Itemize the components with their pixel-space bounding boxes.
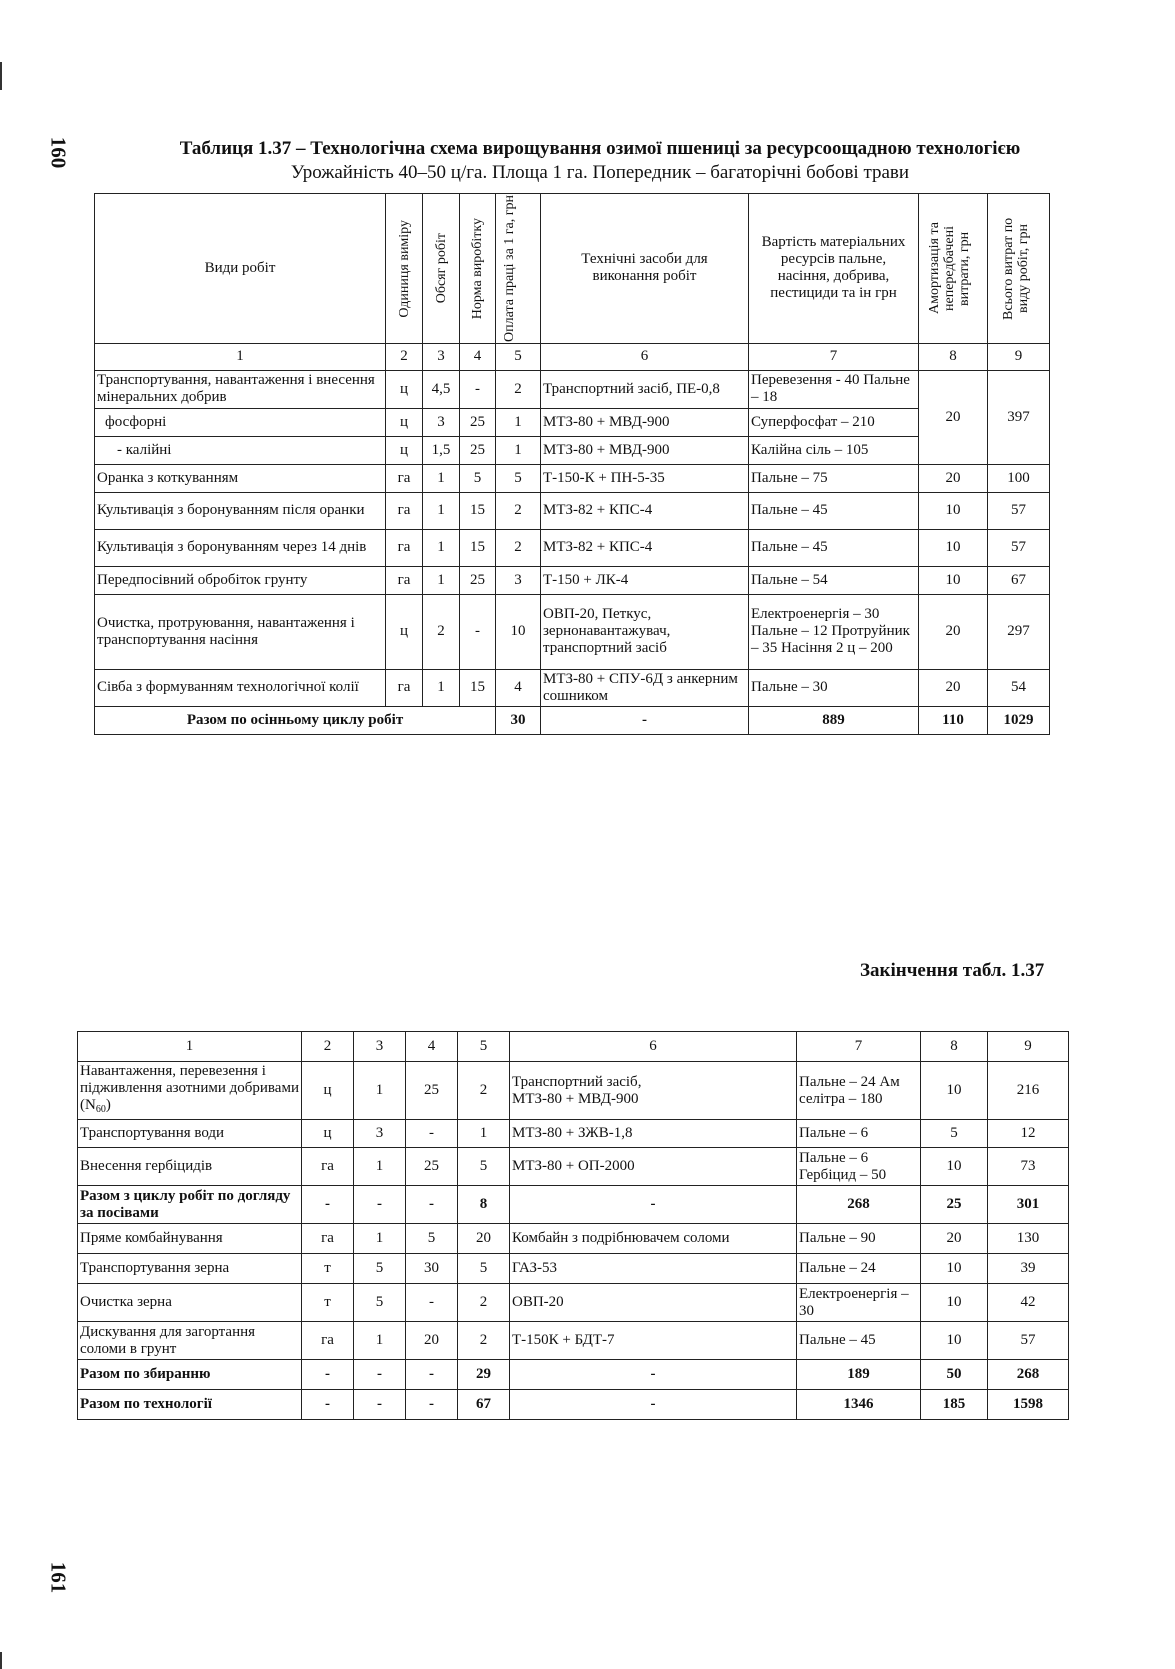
cell-amort: 185 [921,1390,988,1420]
cell-amort: 10 [919,529,988,566]
cell-pay: 8 [458,1186,510,1224]
cell-vol: 4,5 [423,370,460,408]
cell-tech: МТЗ-80 + МВД-900 [541,408,749,436]
cell-unit: га [302,1322,354,1360]
cell-total: 268 [988,1360,1069,1390]
cell-tech: Т-150 + ЛК-4 [541,566,749,594]
cell-unit: га [302,1148,354,1186]
cell-amort: 20 [919,464,988,492]
header-c8: Амортизація та непередбачені витрати, грн [919,194,988,344]
cell-pay: 2 [496,370,541,408]
cell-norm: 25 [460,566,496,594]
cell-vol: 1 [354,1062,406,1120]
cell-name: фосфорні [95,408,386,436]
cell-total: 301 [988,1186,1069,1224]
header-c7: Вартість матеріальних ресурсів пальне, насіння, добрива, пестициди та ін грн [749,194,919,344]
cell-mat: Пальне – 24 [797,1254,921,1284]
cell-tech: - [510,1390,797,1420]
col-num-9: 9 [988,343,1050,370]
cell-vol: 1 [423,529,460,566]
cell-amort: 10 [921,1254,988,1284]
cell-mat: Пальне – 54 [749,566,919,594]
cell-tech: - [541,706,749,734]
cell-norm: 5 [460,464,496,492]
cell-name: Дискування для загортання соломи в грунт [78,1322,302,1360]
cell-mat: Пальне – 45 [749,492,919,529]
cell-mat: Пальне – 6 [797,1120,921,1148]
cell-name: Внесення гербіцидів [78,1148,302,1186]
cell-norm: 15 [460,669,496,706]
cell-unit: га [386,566,423,594]
column-number-row [95,343,1050,370]
cell-mat: Пальне – 24 Ам селітра – 180 [797,1062,921,1120]
cell-norm: - [406,1120,458,1148]
table-row [78,1120,1069,1148]
cell-name: - калійні [95,436,386,464]
table-continuation [77,1031,1069,1420]
header-c3: Обсяг робіт [423,194,460,344]
cell-mat: 1346 [797,1390,921,1420]
cell-unit: га [386,529,423,566]
cell-norm: - [460,370,496,408]
col-num-1: 1 [78,1032,302,1062]
cell-vol: 1 [354,1224,406,1254]
table-subtitle: Урожайність 40–50 ц/га. Площа 1 га. Попередник – багаторічні бобові трави [290,162,910,183]
cell-pay: 3 [496,566,541,594]
cell-pay: 1 [496,408,541,436]
cell-amort: 10 [921,1148,988,1186]
cell-pay: 2 [458,1062,510,1120]
col-num-6: 6 [510,1032,797,1062]
cell-vol: 5 [354,1284,406,1322]
cell-pay: 2 [458,1322,510,1360]
cell-tech: МТЗ-80 + ЗЖВ-1,8 [510,1120,797,1148]
cell-tech: ОВП-20 [510,1284,797,1322]
cell-pay: 5 [496,464,541,492]
cell-tech: МТЗ-80 + СПУ-6Д з анкерним сошником [541,669,749,706]
cell-unit: га [386,669,423,706]
col-num-9: 9 [988,1032,1069,1062]
cell-norm: - [406,1360,458,1390]
cell-unit: ц [386,408,423,436]
header-c4: Норма виробітку [460,194,496,344]
col-num-8: 8 [919,343,988,370]
column-number-row [78,1032,1069,1062]
cell-pay: 2 [496,492,541,529]
cell-amort: 20 [919,594,988,669]
table-row [78,1148,1069,1186]
cell-mat: Пальне – 6 Гербіцид – 50 [797,1148,921,1186]
cell-amort: 25 [921,1186,988,1224]
col-num-7: 7 [749,343,919,370]
table-row [95,370,1050,408]
col-num-5: 5 [458,1032,510,1062]
cell-name: Оранка з коткуванням [95,464,386,492]
cell-tech: МТЗ-80 + МВД-900 [541,436,749,464]
cell-total: 297 [988,594,1050,669]
cell-tech: Транспортний засіб, МТЗ-80 + МВД-900 [510,1062,797,1120]
cell-norm: - [406,1186,458,1224]
cell-total: 42 [988,1284,1069,1322]
cell-unit: т [302,1284,354,1322]
cell-mat: Пальне – 45 [797,1322,921,1360]
cell-unit: ц [386,370,423,408]
cell-pay: 30 [496,706,541,734]
cell-tech: Т-150К + БДТ-7 [510,1322,797,1360]
cell-total: 397 [988,370,1050,464]
cell-unit: га [386,492,423,529]
cell-pay: 2 [496,529,541,566]
cell-mat: Електроенергія – 30 Пальне – 12 Протруйник – 35 Насіння 2 ц – 200 [749,594,919,669]
table-row [95,408,1050,436]
cell-norm: 5 [406,1224,458,1254]
cell-amort: 20 [919,669,988,706]
cell-unit: ц [302,1120,354,1148]
cell-norm: 15 [460,529,496,566]
col-num-2: 2 [386,343,423,370]
cell-unit: га [302,1224,354,1254]
cell-total: 216 [988,1062,1069,1120]
cell-norm: 25 [460,436,496,464]
cell-unit: - [302,1360,354,1390]
cell-norm: - [406,1284,458,1322]
cell-pay: 1 [458,1120,510,1148]
cell-total: 1029 [988,706,1050,734]
cell-name: Очистка зерна [78,1284,302,1322]
cell-name: Передпосівний обробіток грунту [95,566,386,594]
continuation-label: Закінчення табл. 1.37 [860,960,1045,981]
cell-vol: 3 [354,1120,406,1148]
cell-pay: 10 [496,594,541,669]
cell-pay: 20 [458,1224,510,1254]
cell-amort: 50 [921,1360,988,1390]
cell-total: 130 [988,1224,1069,1254]
col-num-3: 3 [354,1032,406,1062]
cell-total: 12 [988,1120,1069,1148]
cell-norm: - [406,1390,458,1420]
cell-name: Разом по технології [78,1390,302,1420]
table-row [95,566,1050,594]
cell-tech: Комбайн з подрібнювачем соломи [510,1224,797,1254]
header-row [95,194,1050,344]
cell-unit: - [302,1186,354,1224]
cell-vol: 1 [354,1148,406,1186]
cell-vol: 1 [423,669,460,706]
cell-vol: 2 [423,594,460,669]
cell-name: Транспортування зерна [78,1254,302,1284]
table-title: Таблиця 1.37 – Технологічна схема вирощування озимої пшениці за ресурсоощадною технологією [179,138,1021,159]
col-num-2: 2 [302,1032,354,1062]
cell-tech: Транспортний засіб, ПЕ-0,8 [541,370,749,408]
cell-unit: ц [302,1062,354,1120]
table-row [78,1224,1069,1254]
cell-norm: 30 [406,1254,458,1284]
cell-mat: Пальне – 75 [749,464,919,492]
summary-row [78,1360,1069,1390]
cell-mat: Пальне – 30 [749,669,919,706]
cell-pay: 67 [458,1390,510,1420]
cell-pay: 2 [458,1284,510,1322]
table-row [78,1062,1069,1120]
table-row [95,464,1050,492]
cell-tech: Т-150-К + ПН-5-35 [541,464,749,492]
cell-total: 54 [988,669,1050,706]
cell-norm: - [460,594,496,669]
scan-edge-mark-bottom [0,1652,2,1669]
cell-amort: 10 [921,1284,988,1322]
cell-amort: 20 [921,1224,988,1254]
cell-mat: Калійна сіль – 105 [749,436,919,464]
table-row [95,492,1050,529]
cell-norm: 25 [406,1062,458,1120]
cell-unit: га [386,464,423,492]
cell-pay: 29 [458,1360,510,1390]
table-row [78,1322,1069,1360]
col-num-1: 1 [95,343,386,370]
cell-pay: 4 [496,669,541,706]
table-row [78,1254,1069,1284]
col-num-5: 5 [496,343,541,370]
cell-name: Транспортування води [78,1120,302,1148]
cell-pay: 5 [458,1148,510,1186]
summary-row [78,1186,1069,1224]
cell-name: Транспортування, навантаження і внесення мінеральних добрив [95,370,386,408]
cell-unit: ц [386,436,423,464]
cell-vol: 5 [354,1254,406,1284]
cell-mat: 268 [797,1186,921,1224]
cell-unit: - [302,1390,354,1420]
cell-amort: 10 [919,566,988,594]
cell-total: 1598 [988,1390,1069,1420]
cell-vol: - [354,1186,406,1224]
table-row [95,436,1050,464]
cell-unit: т [302,1254,354,1284]
cell-tech: МТЗ-82 + КПС-4 [541,529,749,566]
cell-amort: 10 [921,1322,988,1360]
header-c9: Всього витрат по виду робіт, грн [988,194,1050,344]
cell-name: Культивація з боронуванням після оранки [95,492,386,529]
table-row [95,594,1050,669]
page-number-bottom: 161 [46,1561,71,1594]
col-num-6: 6 [541,343,749,370]
cell-total: 73 [988,1148,1069,1186]
cell-name: Очистка, протруювання, навантаження і транспортування насіння [95,594,386,669]
cell-amort: 10 [921,1062,988,1120]
header-c1: Види робіт [95,194,386,344]
cell-tech: - [510,1186,797,1224]
cell-vol: 1 [423,464,460,492]
page-number-top: 160 [46,136,71,169]
col-num-8: 8 [921,1032,988,1062]
cell-amort: 10 [919,492,988,529]
header-c6: Технічні засоби для виконання робіт [541,194,749,344]
cell-unit: ц [386,594,423,669]
cell-pay: 1 [496,436,541,464]
summary-row [95,706,1050,734]
cell-vol: 1 [423,566,460,594]
cell-name: Навантаження, перевезення і підживлення азотними добривами $(N_{60})$ [78,1062,302,1120]
col-num-3: 3 [423,343,460,370]
cell-tech: - [510,1360,797,1390]
cell-name: Разом по збиранню [78,1360,302,1390]
cell-vol: - [354,1360,406,1390]
cell-summary-label: Разом по осінньому циклу робіт [95,706,496,734]
cell-tech: МТЗ-80 + ОП-2000 [510,1148,797,1186]
cell-name: Пряме комбайнування [78,1224,302,1254]
cell-name: Разом з циклу робіт по догляду за посівами [78,1186,302,1224]
header-c2: Одиниця виміру [386,194,423,344]
table-row [95,529,1050,566]
cell-tech: ГАЗ-53 [510,1254,797,1284]
cell-mat: Пальне – 45 [749,529,919,566]
cell-total: 57 [988,529,1050,566]
cell-name: Сівба з формуванням технологічної колії [95,669,386,706]
cell-tech: МТЗ-82 + КПС-4 [541,492,749,529]
cell-mat: Суперфосфат – 210 [749,408,919,436]
table-row [78,1284,1069,1322]
cell-mat: 189 [797,1360,921,1390]
cell-vol: 1 [354,1322,406,1360]
cell-vol: - [354,1390,406,1420]
cell-mat: 889 [749,706,919,734]
cell-amort: 20 [919,370,988,464]
table-autumn-works [94,193,1050,735]
cell-vol: 1,5 [423,436,460,464]
cell-norm: 25 [460,408,496,436]
cell-total: 39 [988,1254,1069,1284]
cell-amort: 5 [921,1120,988,1148]
cell-name: Культивація з боронуванням через 14 днів [95,529,386,566]
cell-vol: 3 [423,408,460,436]
cell-total: 57 [988,492,1050,529]
summary-row [78,1390,1069,1420]
cell-total: 57 [988,1322,1069,1360]
table-row [95,669,1050,706]
cell-amort: 110 [919,706,988,734]
cell-total: 67 [988,566,1050,594]
header-c5: Оплата праці за 1 га, грн [496,194,541,344]
cell-vol: 1 [423,492,460,529]
cell-pay: 5 [458,1254,510,1284]
col-num-7: 7 [797,1032,921,1062]
cell-total: 100 [988,464,1050,492]
cell-mat: Перевезення - 40 Пальне – 18 [749,370,919,408]
col-num-4: 4 [406,1032,458,1062]
cell-norm: 25 [406,1148,458,1186]
cell-tech: ОВП-20, Петкус, зернонавантажувач, транспортний засіб [541,594,749,669]
scan-edge-mark-top [0,62,2,90]
cell-norm: 20 [406,1322,458,1360]
cell-mat: Електроенергія – 30 [797,1284,921,1322]
cell-norm: 15 [460,492,496,529]
cell-mat: Пальне – 90 [797,1224,921,1254]
col-num-4: 4 [460,343,496,370]
